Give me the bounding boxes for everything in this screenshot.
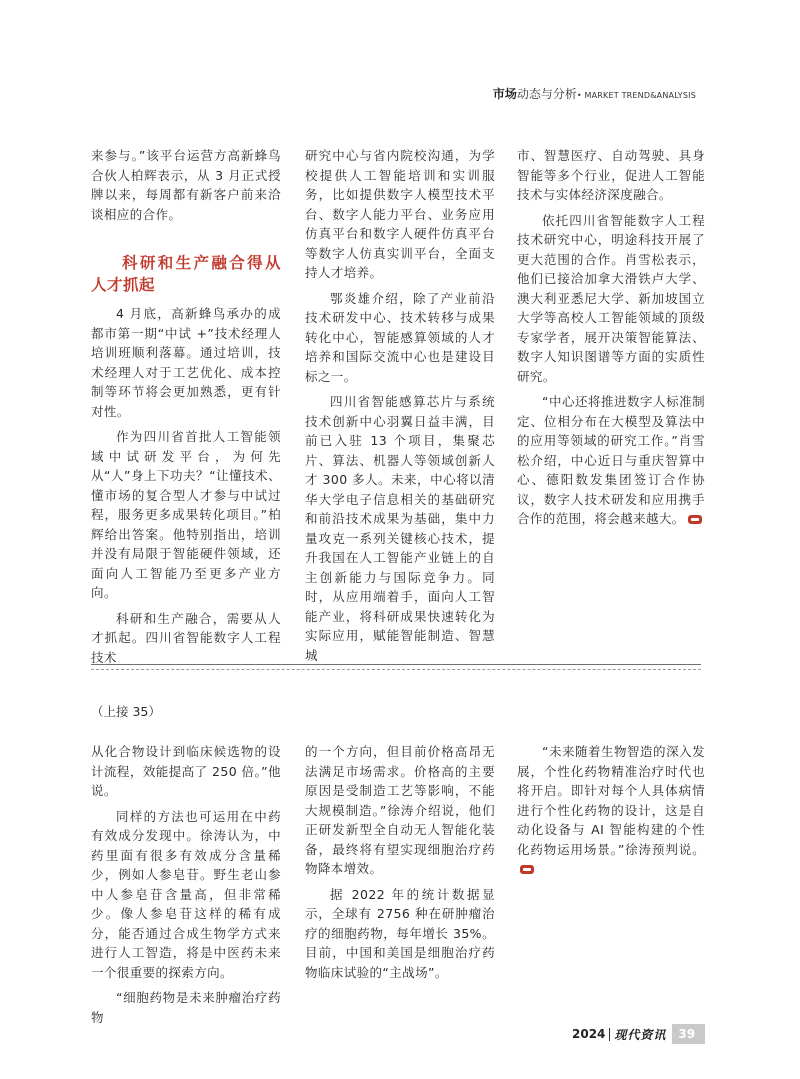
top-column-2 — [305, 146, 495, 663]
paragraph: 研究中心与省内院校沟通，为学校提供人工智能培训和实训服务，比如提供数字人模型技术平台、数字人能力平台、业务应用仿真平台和数字人硬件仿真平台等数字人仿真实训平台，全面支持人才培养。 — [305, 148, 495, 280]
paragraph-text: “中心还将推进数字人标准制定、位相分布在大模型及算法中的应用等领域的研究工作。”肖雪松介绍，中心近日与重庆智算中心、德阳数发集团签订合作协议，数字人技术研发和应用携手合作的范围，将会越来越大。 — [517, 394, 705, 526]
paragraph-text: “未来随着生物智造的深入发展，个性化药物精准治疗时代也将开启。即针对每个人具体病情进行个性化药物的设计，这是自动化设备与 AI 智能构建的个性化药物运用场景。”徐涛预判说。 — [517, 744, 705, 857]
issue-year: 2024 — [572, 1027, 606, 1041]
top-column-3 — [517, 146, 705, 656]
paragraph: 作为四川省首批人工智能领域中试研发平台，为何先从“人”身上下功夫？“让懂技术、懂市场的复合型人才参与中试过程，服务更多成果转化项目。”柏辉给出答案。他特别指出，培训并没有局限于智能硬件领域，还面向人工智能乃至更多产业方向。 — [91, 429, 281, 600]
paragraph: 来参与。”该平台运营方高新蜂鸟合伙人柏辉表示，从 3 月正式授牌以来，每周都有新客户前来洽谈相应的合作。 — [91, 148, 281, 222]
paragraph-final — [517, 742, 705, 879]
section-title-english: • MARKET TREND&ANALYSIS — [576, 91, 696, 100]
continued-from-label: （上接 35） — [91, 704, 161, 719]
paragraph: 市、智慧医疗、自动驾驶、具身智能等多个行业，促进人工智能技术与实体经济深度融合。 — [517, 148, 705, 202]
section-header — [493, 85, 696, 102]
paragraph: 依托四川省智能数字人工程技术研究中心，明途科技开展了更大范围的合作。肖雪松表示，他们已接洽加拿大滑铁卢大学、澳大利亚悉尼大学、新加坡国立大学等高校人工智能领域的顶级专家学者，展开决策智能算法、数字人知识图谱等方面的实质性研究。 — [517, 212, 705, 384]
end-mark-icon — [520, 865, 534, 874]
page-footer — [572, 1024, 705, 1044]
paragraph-final — [517, 392, 705, 529]
paragraph: 的一个方向，但目前价格高昂无法满足市场需求。价格高的主要原因是受制造工艺等影响，不能大规模制造。”徐涛介绍说，他们正研发新型全自动无人智能化装备，最终将有望实现细胞治疗药物降本增效。 — [305, 744, 495, 876]
paragraph: 从化合物设计到临床候选物的设计流程，效能提高了 250 倍。”他说。 — [91, 744, 281, 798]
bottom-column-3 — [517, 742, 705, 992]
page-number: 39 — [672, 1024, 705, 1044]
magazine-logo: 现代资讯 — [614, 1027, 667, 1042]
subheading: 科研和生产融合得从人才抓起 — [91, 254, 281, 294]
footer-separator — [609, 1028, 610, 1041]
section-divider — [91, 664, 701, 670]
bottom-column-2 — [305, 742, 495, 992]
paragraph: 科研和生产融合，需要从人才抓起。四川省智能数字人工程技术 — [91, 610, 281, 665]
bottom-column-1 — [91, 742, 281, 1025]
paragraph: 据 2022 年的统计数据显示，全球有 2756 种在研肿瘤治疗的细胞药物，每年增长 35%。目前，中国和美国是细胞治疗药物临床试验的“主战场”。 — [305, 886, 495, 980]
top-column-1 — [91, 146, 281, 665]
paragraph: “细胞药物是未来肿瘤治疗药物 — [91, 990, 281, 1025]
end-mark-icon — [688, 515, 702, 524]
paragraph: 鄂炎雄介绍，除了产业前沿技术研发中心、技术转移与成果转化中心，智能感算领域的人才培养和国际交流中心也是建设目标之一。 — [305, 290, 495, 384]
paragraph: 4 月底，高新蜂鸟承办的成都市第一期“中试 +”技术经理人培训班顺利落幕。通过培训，技术经理人对于工艺优化、成本控制等环节将会更加熟悉，更有针对性。 — [91, 306, 281, 419]
section-title-bold: 市场 — [492, 87, 517, 101]
paragraph: 四川省智能感算芯片与系统技术创新中心羽翼日益丰满，目前已入驻 13 个项目，集聚芯片、算法、机器人等领域创新人才 300 多人。未来，中心将以清华大学电子信息相关的基础研究和前沿技术成果为基础，集中力量攻克一系列关键核心技术，提升我国在人工智能产业链上的自主创新能力与国际竞争力。同时，从应用端着手，面向人工智能产业，将科研成果快速转化为实际应用，赋能智能制造、智慧城 — [305, 394, 495, 663]
paragraph: 同样的方法也可运用在中药有效成分发现中。徐涛认为，中药里面有很多有效成分含量稀少，例如人参皂苷。野生老山参中人参皂苷含量高，但非常稀少。像人参皂苷这样的稀有成分，能否通过合成生物学方式来进行人工智造，将是中医药未来一个很重要的探索方向。 — [91, 808, 281, 980]
section-title-rest: 动态与分析 — [516, 87, 577, 101]
